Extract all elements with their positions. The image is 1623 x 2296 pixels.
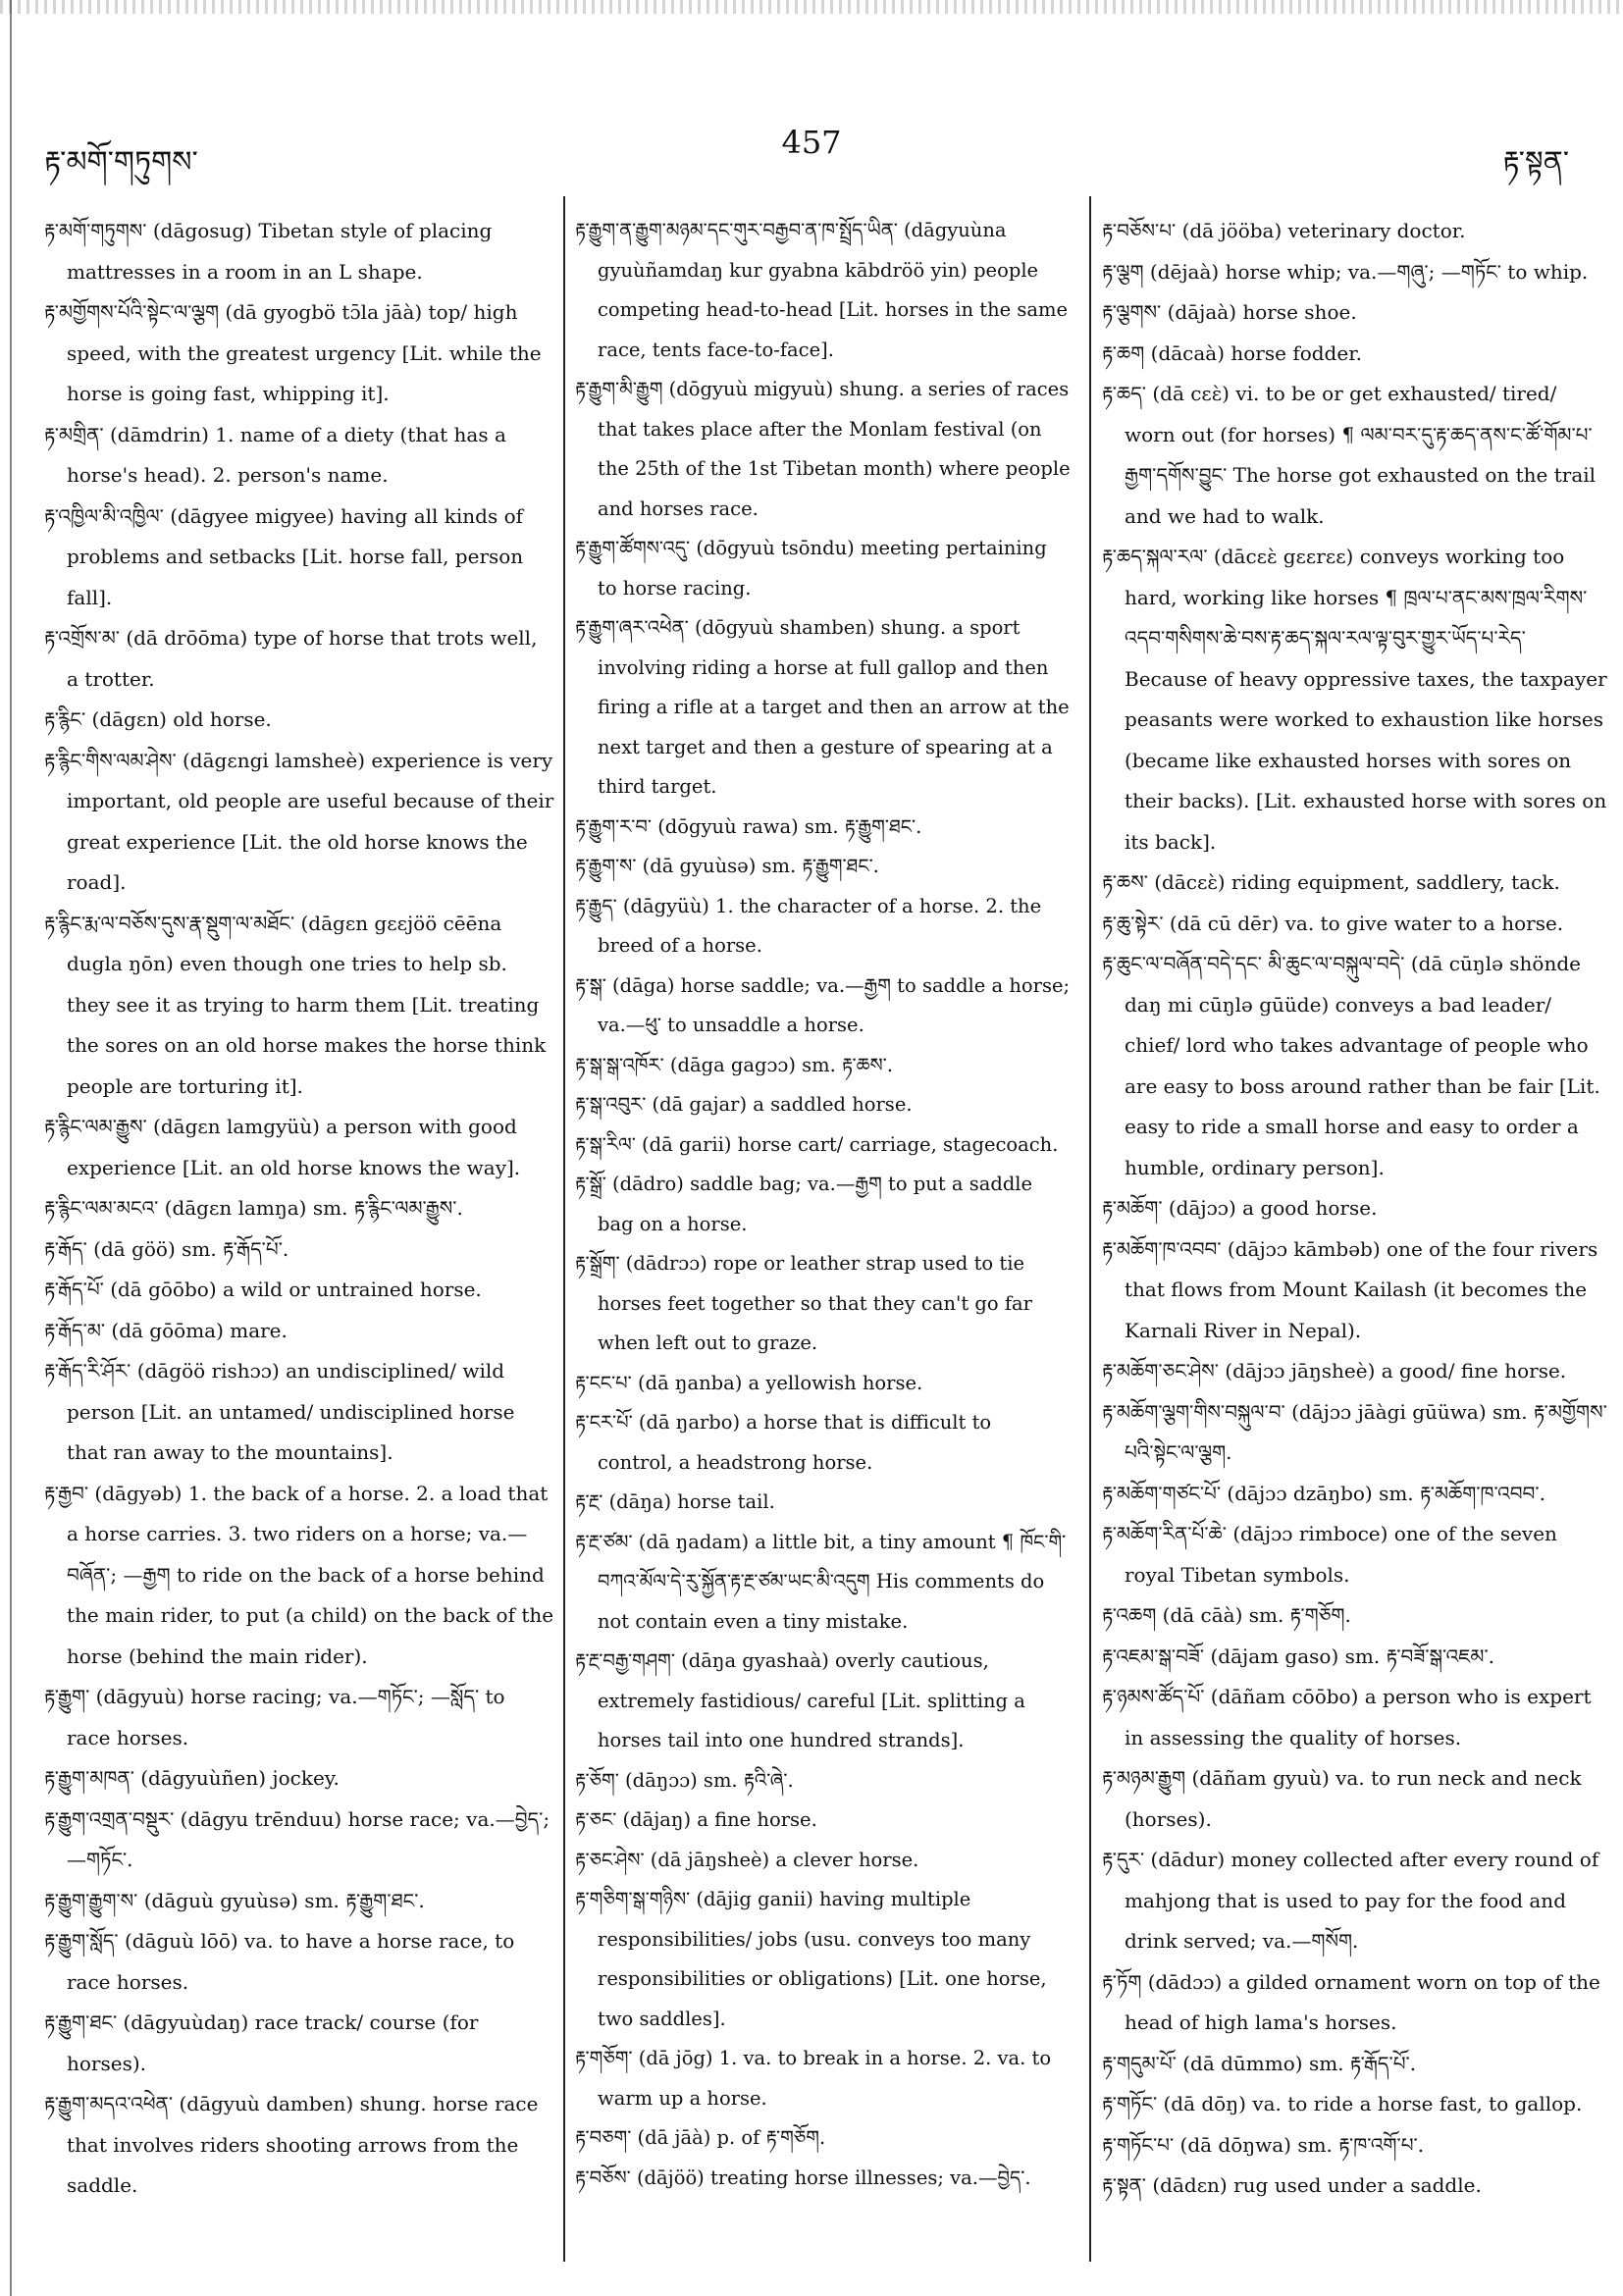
dictionary-entry: རྟ་ཆས་ (dācɛɛ̀) riding equipment, saddlery, tack.	[1102, 870, 1560, 894]
dictionary-entry: རྟ་གཅོག་ (dā jōg) 1. va. to break in a horse. 2. va. to warm up a horse.	[575, 2047, 1052, 2110]
column-2	[575, 211, 1071, 2198]
dictionary-entry: རྟ་འཁྱིལ་མི་འཁྱིལ་ (dāgyee migyee) having all kinds of problems and setbacks [Lit. horse fall, person fall].	[44, 503, 524, 609]
dictionary-entry: རྟ་རྔ་ (dāŋa) horse tail.	[575, 1490, 775, 1513]
dictionary-entry: རྟ་ཆད་ (dā cɛɛ̀) vi. to be or get exhausted/ tired/ worn out (for horses) ¶ ལམ་བར་དུ་རྟ་ཆད་ནས་ང་ཚོ་གོམ་པ་རྒྱག་དགོས་བྱུང་ The horse got exhausted on the trail and we had to walk.	[1102, 382, 1597, 528]
dictionary-entry: རྟ་རྒྱུག་མདའ་འཕེན་ (dāgyuù damben) shung. horse race that involves riders shooting arrows from the saddle.	[44, 2092, 539, 2197]
column-divider	[563, 196, 565, 2262]
dictionary-entry: རྟ་མཆོག་རིན་པོ་ཆེ་ (dājɔɔ rimboce) one of the seven royal Tibetan symbols.	[1102, 1522, 1557, 1587]
dictionary-entry: རྟ་ལྕགས་ (dājaà) horse shoe.	[1102, 300, 1357, 324]
dictionary-entry: རྟ་ཏོག (dādɔɔ) a gilded ornament worn on top of the head of high lama's horses.	[1102, 1969, 1600, 2034]
dictionary-entry: རྟ་རྔ་བརྒྱ་གཤག་ (dāŋa gyashaà) overly cautious, extremely fastidious/ careful [Lit. splitting a horses tail into one hundred strands].	[575, 1649, 1025, 1751]
dictionary-entry: རྟ་ཅང་ (dājaŋ) a fine horse.	[575, 1808, 817, 1831]
column-3	[1102, 211, 1607, 2207]
dictionary-entry: རྟ་རྒྱུག་ན་རྒྱུག་མཉམ་དང་གུར་བརྒྱབ་ན་ཁ་སྤྲོད་ཡིན་ (dāgyuùna gyuùñamdaŋ kur gyabna kābdröö yin) people competing head-to-head [Lit. horses in the same race, tents face-to-face].	[575, 219, 1069, 361]
dictionary-entry: རྟ་རྒོད་ (dā göö) sm. རྟ་རྒོད་པོ་.	[44, 1236, 289, 1261]
running-header-right: རྟ་སྟན་	[1502, 145, 1569, 180]
dictionary-entry: རྟ་ཆུ་སྟེར་ (dā cū dēr) va. to give water to a horse.	[1102, 911, 1564, 935]
dictionary-entry: རྟ་རྒྱུག་ཞར་འཕེན་ (dōgyuù shamben) shung. a sport involving riding a horse at full gallop and then firing a rifle at a target and then an arrow at the next target and then a gesture of spearing at a third target.	[575, 616, 1070, 798]
dictionary-entry: རྟ་རྒྱུག་ཚོགས་འདུ་ (dōgyuù tsōndu) meeting pertaining to horse racing.	[575, 537, 1047, 600]
dictionary-entry: རྟ་བཅག་ (dā jāà) p. of རྟ་གཅོག.	[575, 2126, 826, 2149]
dictionary-entry: རྟ་སྒ་རིལ་ (dā garii) horse cart/ carriage, stagecoach.	[575, 1132, 1059, 1156]
binding-edge	[10, 0, 12, 2296]
dictionary-entry: རྟ་མགོ་གཏུགས་ (dāgosug) Tibetan style of placing mattresses in a room in an L shape.	[44, 219, 493, 284]
dictionary-entry: རྟ་མཆོག་ལྕག་གིས་བསྐུལ་བ་ (dājɔɔ jāàgi gūüwa) sm. རྟ་མགྱོགས་པའི་སྟེང་ལ་ལྕག.	[1102, 1399, 1607, 1464]
dictionary-entry: རྟ་རྒོད་པོ་ (dā gōōbo) a wild or untrained horse.	[44, 1278, 482, 1301]
dictionary-entry: རྟ་ཅོག་ (dāŋɔɔ) sm. རྟའི་ཞེ་.	[575, 1768, 794, 1792]
dictionary-entry: རྟ་མཆོག་ (dājɔɔ) a good horse.	[1102, 1196, 1378, 1220]
dictionary-entry: རྟ་བཅོས་ (dājöö) treating horse illnesses; va.—བྱེད་.	[575, 2166, 1031, 2189]
dictionary-entry: རྟ་ཆག (dācaà) horse fodder.	[1102, 340, 1362, 365]
running-header-left: རྟ་མགོ་གཏུགས་	[44, 145, 198, 180]
dictionary-entry: རྟ་མཉམ་རྒྱུག (dāñam gyuù) va. to run neck and neck (horses).	[1102, 1766, 1582, 1831]
dictionary-entry: རྟ་རྙིང་ལམ་མངའ་ (dāgɛn lamŋa) sm. རྟ་རྙིང་ལམ་རྒྱུས་.	[44, 1196, 463, 1220]
dictionary-entry: རྟ་རྙིང་རྨ་ལ་བཅོས་དུས་རྣ་སྡུག་ལ་མཐོང་ (dāgɛn gɛɛjöö cēēna dugla ŋōn) even though one tries to help sb. they see it as trying to harm them [Lit. treating the sores on an old horse makes the horse think people are torturing it].	[44, 911, 547, 1098]
dictionary-entry: རྟ་རྒྱུག་མི་རྒྱུག (dōgyuù migyuù) shung. a series of races that takes place after the Monlam festival (on the 25th of the 1st Tibetan month) where people and horses race.	[575, 378, 1071, 520]
dictionary-entry: རྟ་སྒ་ (dāga) horse saddle; va.—རྒྱག to saddle a horse; va.—ཕུ་ to unsaddle a horse.	[575, 973, 1071, 1036]
dictionary-entry: རྟ་མཆོག་གཙང་པོ་ (dājɔɔ dzāŋbo) sm. རྟ་མཆོག་ཁ་འབབ་.	[1102, 1481, 1545, 1505]
dictionary-entry: རྟ་རྙིང་ལམ་རྒྱུས་ (dāgɛn lamgyüù) a person with good experience [Lit. an old horse knows the way].	[44, 1115, 521, 1179]
dictionary-entry: རྟ་དུར་ (dādur) money collected after every round of mahjong that is used to pay for the food and drink served; va.—གསོག.	[1102, 1848, 1599, 1953]
dictionary-entry: རྟ་རྒྱུག་ས་ (dā gyuùsə) sm. རྟ་རྒྱུག་ཐང་.	[575, 855, 879, 877]
dictionary-entry: རྟ་རྒྱུག་ཐང་ (dāgyuùdaŋ) race track/ course (for horses).	[44, 2010, 479, 2075]
dictionary-entry: རྟ་རྒྱུག་སློད་ (dāguù lōō) va. to have a horse race, to race horses.	[44, 1929, 515, 1994]
dictionary-entry: རྟ་སྒ་འབུར་ (dā gajar) a saddled horse.	[575, 1093, 913, 1116]
column-divider	[1089, 196, 1091, 2262]
dictionary-entry: རྟ་རྔ་ཙམ་ (dā ŋadam) a little bit, a tiny amount ¶ ཁོང་གི་བཀའ་མོལ་དེ་རུ་སྐྱོན་རྟ་རྔ་ཙམ་ཡང་མི་འདུག His comments do not contain even a tiny mistake.	[575, 1530, 1067, 1633]
dictionary-entry: རྟ་ཉམས་ཚོད་པོ་ (dāñam cōōbo) a person who is expert in assessing the quality of horses.	[1102, 1685, 1592, 1749]
dictionary-entry: རྟ་མཆོག་ཅང་ཤེས་ (dājɔɔ jāŋsheè) a good/ fine horse.	[1102, 1359, 1567, 1383]
dictionary-entry: རྟ་འཇམ་སྒ་བཟོ་ (dājam gaso) sm. རྟ་བཟོ་སྒ་འཇམ་.	[1102, 1644, 1495, 1668]
dictionary-entry: རྟ་རྒྱུག་མཁན་ (dāgyuùñen) jockey.	[44, 1766, 340, 1790]
dictionary-entry: རྟ་རྒྱུག་རྒྱུག་ས་ (dāguù gyuùsə) sm. རྟ་རྒྱུག་ཐང་.	[44, 1888, 425, 1912]
dictionary-entry: རྟ་རྒོད་མ་ (dā gōōma) mare.	[44, 1318, 288, 1342]
dictionary-entry: རྟ་སྒྲོག་ (dādrɔɔ) rope or leather strap used to tie horses feet together so that they can't go far when left out to graze.	[575, 1252, 1032, 1354]
dictionary-entry: རྟ་འཆག (dā cāà) sm. རྟ་གཅོག.	[1102, 1603, 1351, 1627]
dictionary-entry: རྟ་མགྱོགས་པོའི་སྟེང་ལ་ལྕག (dā gyogbö tɔ̄la jāà) top/ high speed, with the greatest urgency [Lit. while the horse is going fast, whipping it].	[44, 300, 542, 405]
dictionary-entry: རྟ་རྒྱུག་ར་བ་ (dōgyuù rawa) sm. རྟ་རྒྱུག་ཐང་.	[575, 814, 922, 838]
dictionary-entry: རྟ་བཅོས་པ་ (dā jööba) veterinary doctor.	[1102, 219, 1466, 242]
scan-edge	[0, 0, 1623, 14]
page-number: 457	[781, 124, 842, 161]
dictionary-entry: རྟ་རྒྱབ་ (dāgyəb) 1. the back of a horse. 2. a load that a horse carries. 3. two riders on a horse; va.—བཞོན་; —རྒྱག to ride on the back of a horse behind the main rider, to put (a child) on the back of the horse (behind the main rider).	[44, 1481, 554, 1668]
dictionary-entry: རྟ་སྟན་ (dādɛn) rug used under a saddle.	[1102, 2173, 1482, 2197]
dictionary-entry: རྟ་སྒྲོ་ (dādro) saddle bag; va.—རྒྱག to put a saddle bag on a horse.	[575, 1173, 1033, 1235]
dictionary-entry: རྟ་གཏོང་ (dā dōŋ) va. to ride a horse fast, to gallop.	[1102, 2092, 1583, 2115]
dictionary-entry: རྟ་གཏོང་པ་ (dā dōŋwa) sm. རྟ་ཁ་འགོ་པ་.	[1102, 2132, 1425, 2157]
dictionary-entry: རྟ་ཆད་སྐལ་རལ་ (dācɛɛ̀ gɛɛrɛɛ) conveys working too hard, working like horses ¶ ཁྲལ་པ་ནང་མས་ཁྲལ་རིགས་འདབ་གསིགས་ཆེ་བས་རྟ་ཆད་སྐལ་རལ་ལྟ་བུར་གྱུར་ཡོད་པ་རེད་ Because of heavy oppressive taxes, the taxpayer peasants were worked to exhaustion like horses (became like exhausted horses with sores on their backs). [Lit. exhausted horse with sores on its back].	[1102, 545, 1607, 854]
dictionary-entry: རྟ་རྒྱུག་འགྲན་བསྡུར་ (dāgyu trēnduu) horse race; va.—བྱེད་; —གཏོང་.	[44, 1806, 550, 1871]
dictionary-entry: རྟ་འགྲོས་མ་ (dā drōōma) type of horse that trots well, a trotter.	[44, 626, 538, 691]
dictionary-entry: རྟ་ངར་པོ་ (dā ŋarbo) a horse that is difficult to control, a headstrong horse.	[575, 1411, 992, 1474]
dictionary-entry: རྟ་སྒ་སྒ་འཁོར་ (dāga gagɔɔ) sm. རྟ་ཆས་.	[575, 1053, 893, 1076]
dictionary-entry: རྟ་ལྕག (dējaà) horse whip; va.—གཞུ་; —གཏོང་ to whip.	[1102, 259, 1589, 284]
column-1	[44, 211, 554, 2207]
dictionary-entry: རྟ་མཆོག་ཁ་འབབ་ (dājɔɔ kāmbəb) one of the four rivers that flows from Mount Kailash (it becomes the Karnali River in Nepal).	[1102, 1236, 1598, 1342]
dictionary-entry: རྟ་མགྲིན་ (dāmdrin) 1. name of a diety (that has a horse's head). 2. person's name.	[44, 422, 506, 487]
dictionary-entry: རྟ་རྙིང་ (dāgɛn) old horse.	[44, 707, 272, 731]
dictionary-entry: རྟ་གདུམ་པོ་ (dā dūmmo) sm. རྟ་རྒོད་པོ་.	[1102, 2051, 1417, 2075]
dictionary-entry: རྟ་གཅིག་སྒ་གཉིས་ (dājig ganii) having multiple responsibilities/ jobs (usu. conveys too many responsibilities or obligations) [Lit. one horse, two saddles].	[575, 1888, 1047, 2030]
dictionary-entry: རྟ་རྒོད་རི་ཤོར་ (dāgöö rishɔɔ) an undisciplined/ wild person [Lit. an untamed/ undisciplined horse that ran away to the mountains].	[44, 1359, 515, 1464]
dictionary-entry: རྟ་རྒྱུག་ (dāgyuù) horse racing; va.—གཏོང་; —སློད་ to race horses.	[44, 1685, 505, 1749]
dictionary-entry: རྟ་རྒྱུད་ (dāgyüù) 1. the character of a horse. 2. the breed of a horse.	[575, 894, 1042, 957]
dictionary-entry: རྟ་ཆུང་ལ་བཞོན་བདེ་དང་ མི་ཆུང་ལ་བསྐུལ་བདེ་ (dā cūŋlə shönde daŋ mi cūŋlə gūüde) conveys a bad leader/ chief/ lord who takes advantage of people who are easy to boss around rather than be fair [Lit. easy to ride a small horse and easy to order a humble, ordinary person].	[1102, 952, 1600, 1179]
dictionary-entry: རྟ་ངང་པ་ (dā ŋanba) a yellowish horse.	[575, 1371, 923, 1394]
dictionary-entry: རྟ་ཅང་ཤེས་ (dā jāŋsheè) a clever horse.	[575, 1848, 919, 1871]
dictionary-entry: རྟ་རྙིང་གིས་ལམ་ཤེས་ (dāgɛngi lamsheè) experience is very important, old people are useful because of their great experience [Lit. the old horse knows the road].	[44, 748, 554, 894]
